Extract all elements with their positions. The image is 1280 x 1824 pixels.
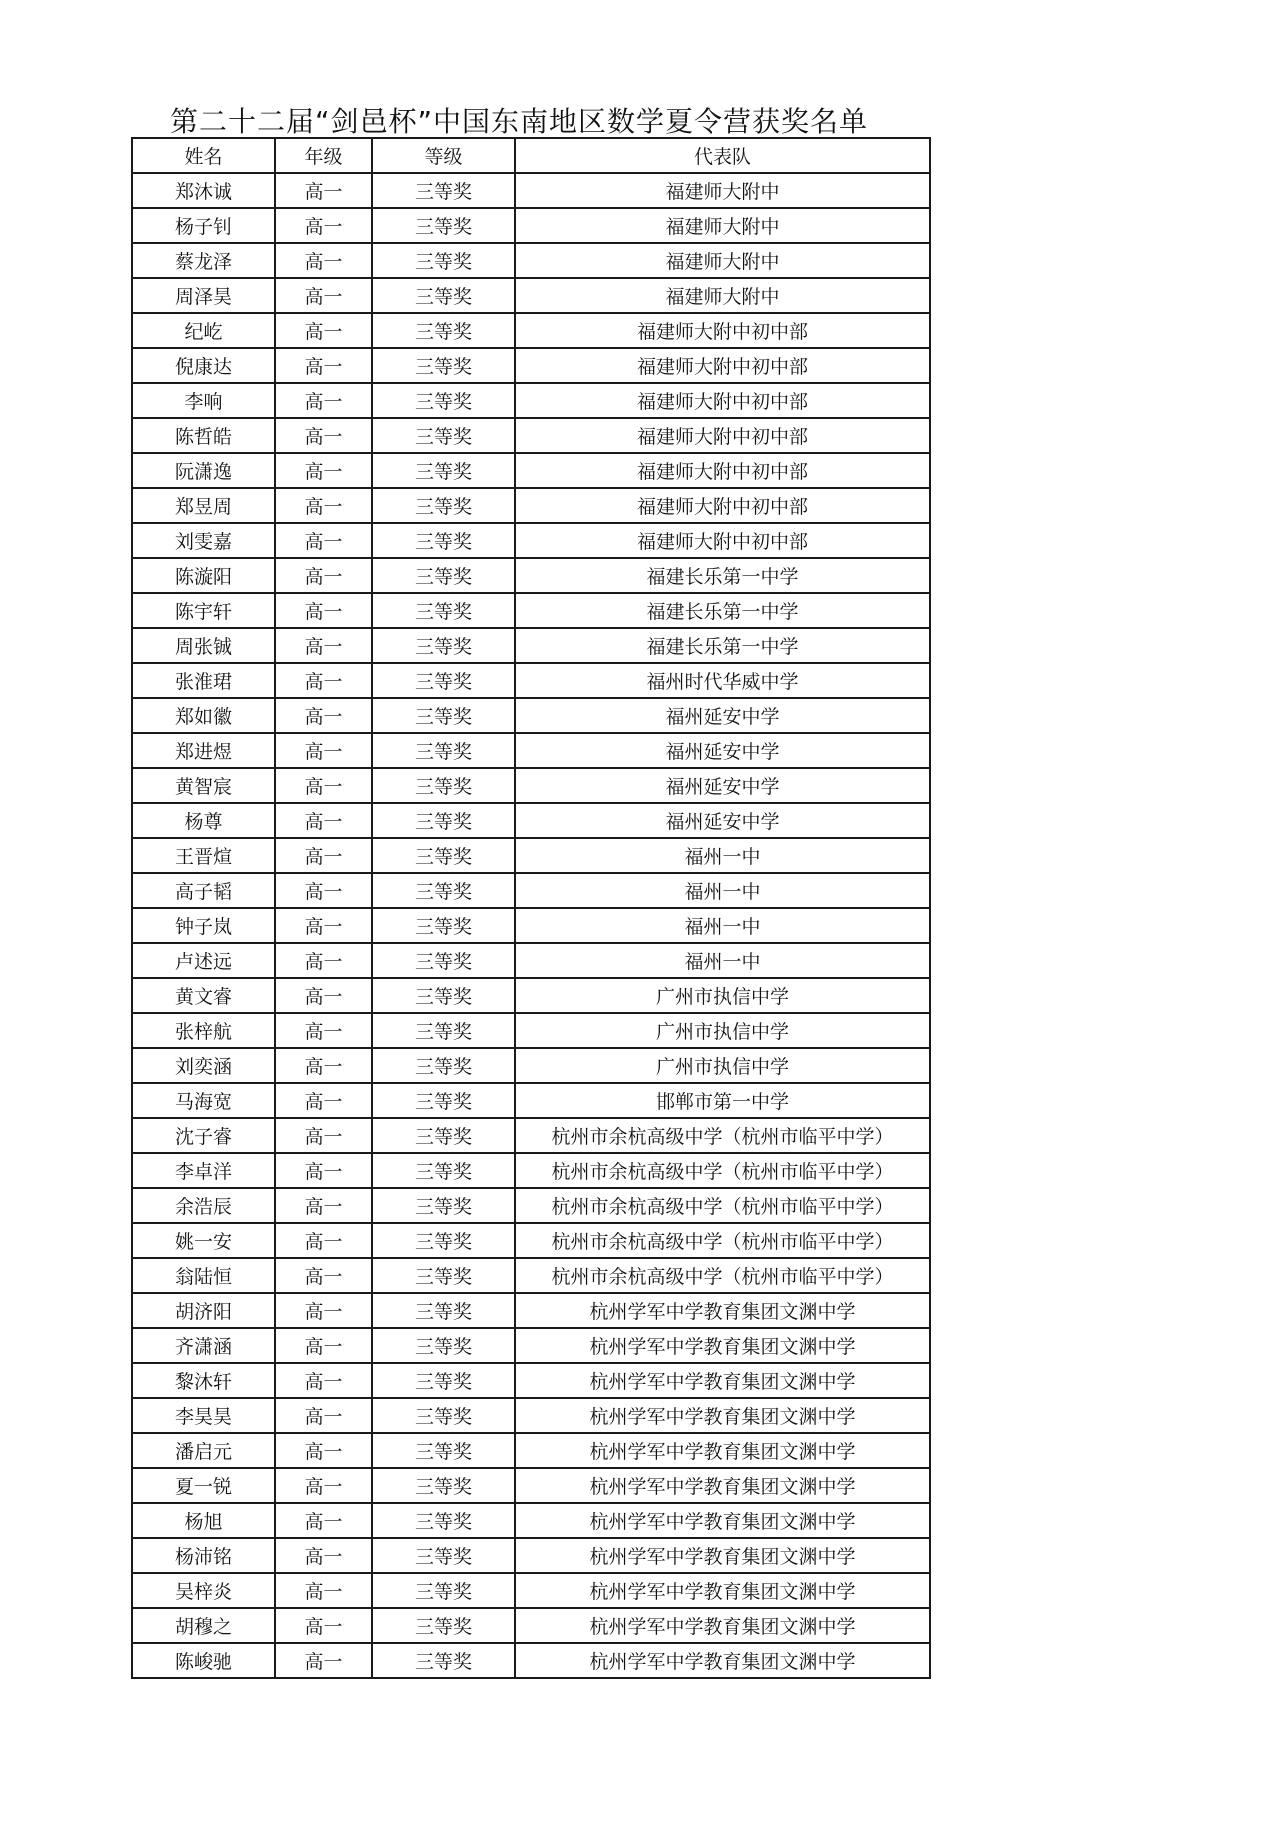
table-row xyxy=(132,418,930,453)
table-row xyxy=(132,558,930,593)
cell-level: 三等奖 xyxy=(372,313,515,348)
table-row xyxy=(132,1223,930,1258)
cell-team: 福州延安中学 xyxy=(515,803,930,838)
cell-team: 杭州学军中学教育集团文渊中学 xyxy=(515,1328,930,1363)
table-row xyxy=(132,1573,930,1608)
cell-level: 三等奖 xyxy=(372,173,515,208)
cell-level: 三等奖 xyxy=(372,768,515,803)
cell-name: 吴梓炎 xyxy=(132,1573,275,1608)
cell-grade: 高一 xyxy=(275,1363,372,1398)
cell-team: 福州延安中学 xyxy=(515,768,930,803)
cell-name: 翁陆恒 xyxy=(132,1258,275,1293)
cell-team: 福建师大附中 xyxy=(515,243,930,278)
cell-name: 张淮珺 xyxy=(132,663,275,698)
table-row xyxy=(132,978,930,1013)
cell-level: 三等奖 xyxy=(372,943,515,978)
cell-name: 周泽昊 xyxy=(132,278,275,313)
cell-level: 三等奖 xyxy=(372,838,515,873)
cell-team: 杭州学军中学教育集团文渊中学 xyxy=(515,1468,930,1503)
cell-team: 杭州市余杭高级中学（杭州市临平中学） xyxy=(515,1223,930,1258)
table-row xyxy=(132,768,930,803)
cell-team: 福建师大附中 xyxy=(515,278,930,313)
cell-team: 杭州学军中学教育集团文渊中学 xyxy=(515,1538,930,1573)
cell-team: 杭州学军中学教育集团文渊中学 xyxy=(515,1293,930,1328)
cell-level: 三等奖 xyxy=(372,453,515,488)
cell-name: 李昊昊 xyxy=(132,1398,275,1433)
cell-grade: 高一 xyxy=(275,698,372,733)
cell-name: 郑昱周 xyxy=(132,488,275,523)
table-row xyxy=(132,1258,930,1293)
cell-team: 福州一中 xyxy=(515,838,930,873)
cell-team: 福建师大附中初中部 xyxy=(515,523,930,558)
cell-team: 福建师大附中 xyxy=(515,173,930,208)
cell-grade: 高一 xyxy=(275,1258,372,1293)
cell-grade: 高一 xyxy=(275,523,372,558)
table-row xyxy=(132,698,930,733)
cell-level: 三等奖 xyxy=(372,348,515,383)
cell-grade: 高一 xyxy=(275,1153,372,1188)
cell-level: 三等奖 xyxy=(372,1643,515,1678)
cell-name: 卢述远 xyxy=(132,943,275,978)
cell-grade: 高一 xyxy=(275,1048,372,1083)
cell-team: 杭州学军中学教育集团文渊中学 xyxy=(515,1363,930,1398)
cell-level: 三等奖 xyxy=(372,1363,515,1398)
cell-team: 杭州学军中学教育集团文渊中学 xyxy=(515,1433,930,1468)
cell-level: 三等奖 xyxy=(372,628,515,663)
cell-name: 钟子岚 xyxy=(132,908,275,943)
cell-name: 陈哲皓 xyxy=(132,418,275,453)
cell-name: 姚一安 xyxy=(132,1223,275,1258)
table-row xyxy=(132,733,930,768)
award-table xyxy=(131,137,931,1679)
cell-grade: 高一 xyxy=(275,208,372,243)
cell-grade: 高一 xyxy=(275,348,372,383)
cell-level: 三等奖 xyxy=(372,733,515,768)
cell-level: 三等奖 xyxy=(372,978,515,1013)
cell-name: 夏一锐 xyxy=(132,1468,275,1503)
cell-grade: 高一 xyxy=(275,733,372,768)
cell-team: 福州时代华威中学 xyxy=(515,663,930,698)
table-row xyxy=(132,838,930,873)
cell-grade: 高一 xyxy=(275,1013,372,1048)
cell-level: 三等奖 xyxy=(372,278,515,313)
cell-team: 福建长乐第一中学 xyxy=(515,558,930,593)
table-row xyxy=(132,1118,930,1153)
cell-grade: 高一 xyxy=(275,1083,372,1118)
cell-level: 三等奖 xyxy=(372,418,515,453)
cell-name: 蔡龙泽 xyxy=(132,243,275,278)
cell-level: 三等奖 xyxy=(372,1083,515,1118)
cell-level: 三等奖 xyxy=(372,488,515,523)
cell-name: 黄智宸 xyxy=(132,768,275,803)
cell-team: 福建师大附中初中部 xyxy=(515,453,930,488)
cell-name: 沈子睿 xyxy=(132,1118,275,1153)
cell-name: 杨尊 xyxy=(132,803,275,838)
header-grade: 年级 xyxy=(275,138,372,173)
cell-team: 福建师大附中初中部 xyxy=(515,418,930,453)
table-row xyxy=(132,908,930,943)
table-row xyxy=(132,523,930,558)
cell-level: 三等奖 xyxy=(372,1188,515,1223)
cell-level: 三等奖 xyxy=(372,908,515,943)
table-row xyxy=(132,313,930,348)
cell-name: 齐潇涵 xyxy=(132,1328,275,1363)
table-row xyxy=(132,1608,930,1643)
cell-grade: 高一 xyxy=(275,1538,372,1573)
cell-name: 陈峻驰 xyxy=(132,1643,275,1678)
cell-team: 福建师大附中初中部 xyxy=(515,348,930,383)
cell-name: 余浩辰 xyxy=(132,1188,275,1223)
cell-grade: 高一 xyxy=(275,1398,372,1433)
cell-level: 三等奖 xyxy=(372,1258,515,1293)
cell-name: 杨旭 xyxy=(132,1503,275,1538)
cell-team: 福建长乐第一中学 xyxy=(515,628,930,663)
cell-level: 三等奖 xyxy=(372,1433,515,1468)
cell-grade: 高一 xyxy=(275,1118,372,1153)
table-row xyxy=(132,1538,930,1573)
table-row xyxy=(132,488,930,523)
cell-team: 广州市执信中学 xyxy=(515,978,930,1013)
table-row xyxy=(132,943,930,978)
cell-grade: 高一 xyxy=(275,1293,372,1328)
table-row xyxy=(132,1363,930,1398)
table-row xyxy=(132,1083,930,1118)
cell-name: 陈宇轩 xyxy=(132,593,275,628)
table-body xyxy=(132,173,930,1678)
cell-team: 杭州学军中学教育集团文渊中学 xyxy=(515,1398,930,1433)
cell-grade: 高一 xyxy=(275,628,372,663)
cell-name: 胡济阳 xyxy=(132,1293,275,1328)
cell-grade: 高一 xyxy=(275,383,372,418)
cell-name: 郑进煜 xyxy=(132,733,275,768)
table-row xyxy=(132,453,930,488)
header-name: 姓名 xyxy=(132,138,275,173)
cell-level: 三等奖 xyxy=(372,558,515,593)
cell-name: 黄文睿 xyxy=(132,978,275,1013)
cell-team: 福建师大附中 xyxy=(515,208,930,243)
cell-team: 杭州学军中学教育集团文渊中学 xyxy=(515,1503,930,1538)
cell-team: 福建师大附中初中部 xyxy=(515,488,930,523)
cell-grade: 高一 xyxy=(275,1643,372,1678)
cell-grade: 高一 xyxy=(275,873,372,908)
cell-level: 三等奖 xyxy=(372,1153,515,1188)
cell-grade: 高一 xyxy=(275,243,372,278)
cell-name: 潘启元 xyxy=(132,1433,275,1468)
cell-name: 王晋煊 xyxy=(132,838,275,873)
cell-team: 福州延安中学 xyxy=(515,733,930,768)
cell-name: 刘奕涵 xyxy=(132,1048,275,1083)
cell-grade: 高一 xyxy=(275,1188,372,1223)
table-header-row xyxy=(132,138,930,173)
table-row xyxy=(132,1048,930,1083)
cell-grade: 高一 xyxy=(275,1503,372,1538)
cell-grade: 高一 xyxy=(275,1608,372,1643)
cell-grade: 高一 xyxy=(275,278,372,313)
cell-level: 三等奖 xyxy=(372,1608,515,1643)
table-row xyxy=(132,278,930,313)
cell-level: 三等奖 xyxy=(372,1573,515,1608)
cell-team: 广州市执信中学 xyxy=(515,1048,930,1083)
cell-grade: 高一 xyxy=(275,803,372,838)
table-row xyxy=(132,1328,930,1363)
table-row xyxy=(132,1013,930,1048)
header-team: 代表队 xyxy=(515,138,930,173)
cell-name: 杨沛铭 xyxy=(132,1538,275,1573)
table-row xyxy=(132,803,930,838)
cell-name: 张梓航 xyxy=(132,1013,275,1048)
cell-team: 福建长乐第一中学 xyxy=(515,593,930,628)
cell-name: 胡穆之 xyxy=(132,1608,275,1643)
cell-team: 杭州学军中学教育集团文渊中学 xyxy=(515,1573,930,1608)
cell-name: 黎沐轩 xyxy=(132,1363,275,1398)
cell-grade: 高一 xyxy=(275,558,372,593)
cell-team: 杭州市余杭高级中学（杭州市临平中学） xyxy=(515,1258,930,1293)
table-row xyxy=(132,1398,930,1433)
cell-grade: 高一 xyxy=(275,838,372,873)
table-row xyxy=(132,348,930,383)
cell-grade: 高一 xyxy=(275,978,372,1013)
cell-grade: 高一 xyxy=(275,173,372,208)
cell-grade: 高一 xyxy=(275,418,372,453)
cell-team: 福州一中 xyxy=(515,873,930,908)
cell-level: 三等奖 xyxy=(372,383,515,418)
cell-grade: 高一 xyxy=(275,768,372,803)
cell-name: 李卓洋 xyxy=(132,1153,275,1188)
page-title: 第二十二届“剑邑杯”中国东南地区数学夏令营获奖名单 xyxy=(170,105,869,138)
cell-team: 邯郸市第一中学 xyxy=(515,1083,930,1118)
cell-grade: 高一 xyxy=(275,593,372,628)
cell-level: 三等奖 xyxy=(372,1468,515,1503)
cell-level: 三等奖 xyxy=(372,1118,515,1153)
cell-team: 福州一中 xyxy=(515,908,930,943)
cell-level: 三等奖 xyxy=(372,1223,515,1258)
cell-grade: 高一 xyxy=(275,1573,372,1608)
table-row xyxy=(132,1293,930,1328)
cell-team: 杭州学军中学教育集团文渊中学 xyxy=(515,1643,930,1678)
cell-name: 高子韬 xyxy=(132,873,275,908)
header-level: 等级 xyxy=(372,138,515,173)
cell-name: 马海宽 xyxy=(132,1083,275,1118)
cell-team: 广州市执信中学 xyxy=(515,1013,930,1048)
cell-team: 杭州市余杭高级中学（杭州市临平中学） xyxy=(515,1188,930,1223)
cell-grade: 高一 xyxy=(275,663,372,698)
table-row xyxy=(132,1188,930,1223)
cell-level: 三等奖 xyxy=(372,208,515,243)
table-row xyxy=(132,628,930,663)
cell-level: 三等奖 xyxy=(372,593,515,628)
cell-level: 三等奖 xyxy=(372,1503,515,1538)
cell-grade: 高一 xyxy=(275,908,372,943)
cell-grade: 高一 xyxy=(275,453,372,488)
cell-name: 纪屹 xyxy=(132,313,275,348)
cell-name: 阮潇逸 xyxy=(132,453,275,488)
cell-level: 三等奖 xyxy=(372,523,515,558)
cell-level: 三等奖 xyxy=(372,1293,515,1328)
table-row xyxy=(132,173,930,208)
cell-name: 刘雯嘉 xyxy=(132,523,275,558)
table-row xyxy=(132,1643,930,1678)
cell-level: 三等奖 xyxy=(372,873,515,908)
cell-level: 三等奖 xyxy=(372,1328,515,1363)
cell-grade: 高一 xyxy=(275,1223,372,1258)
cell-team: 杭州市余杭高级中学（杭州市临平中学） xyxy=(515,1153,930,1188)
table-row xyxy=(132,208,930,243)
cell-level: 三等奖 xyxy=(372,803,515,838)
cell-team: 福州延安中学 xyxy=(515,698,930,733)
table-row xyxy=(132,1153,930,1188)
table-row xyxy=(132,1468,930,1503)
cell-team: 杭州市余杭高级中学（杭州市临平中学） xyxy=(515,1118,930,1153)
cell-level: 三等奖 xyxy=(372,1048,515,1083)
cell-level: 三等奖 xyxy=(372,243,515,278)
cell-name: 周张铖 xyxy=(132,628,275,663)
table-row xyxy=(132,663,930,698)
cell-name: 陈漩阳 xyxy=(132,558,275,593)
cell-level: 三等奖 xyxy=(372,663,515,698)
cell-grade: 高一 xyxy=(275,943,372,978)
cell-level: 三等奖 xyxy=(372,1538,515,1573)
cell-team: 福建师大附中初中部 xyxy=(515,383,930,418)
cell-name: 郑如徽 xyxy=(132,698,275,733)
table-row xyxy=(132,1433,930,1468)
cell-level: 三等奖 xyxy=(372,1013,515,1048)
cell-name: 郑沐诚 xyxy=(132,173,275,208)
table-row xyxy=(132,243,930,278)
cell-grade: 高一 xyxy=(275,1433,372,1468)
cell-team: 福州一中 xyxy=(515,943,930,978)
cell-team: 福建师大附中初中部 xyxy=(515,313,930,348)
cell-grade: 高一 xyxy=(275,488,372,523)
cell-grade: 高一 xyxy=(275,1468,372,1503)
cell-name: 李响 xyxy=(132,383,275,418)
cell-name: 倪康达 xyxy=(132,348,275,383)
cell-team: 杭州学军中学教育集团文渊中学 xyxy=(515,1608,930,1643)
table-row xyxy=(132,593,930,628)
cell-grade: 高一 xyxy=(275,313,372,348)
table-row xyxy=(132,873,930,908)
table-row xyxy=(132,1503,930,1538)
cell-level: 三等奖 xyxy=(372,1398,515,1433)
cell-level: 三等奖 xyxy=(372,698,515,733)
table-row xyxy=(132,383,930,418)
cell-name: 杨子钊 xyxy=(132,208,275,243)
cell-grade: 高一 xyxy=(275,1328,372,1363)
